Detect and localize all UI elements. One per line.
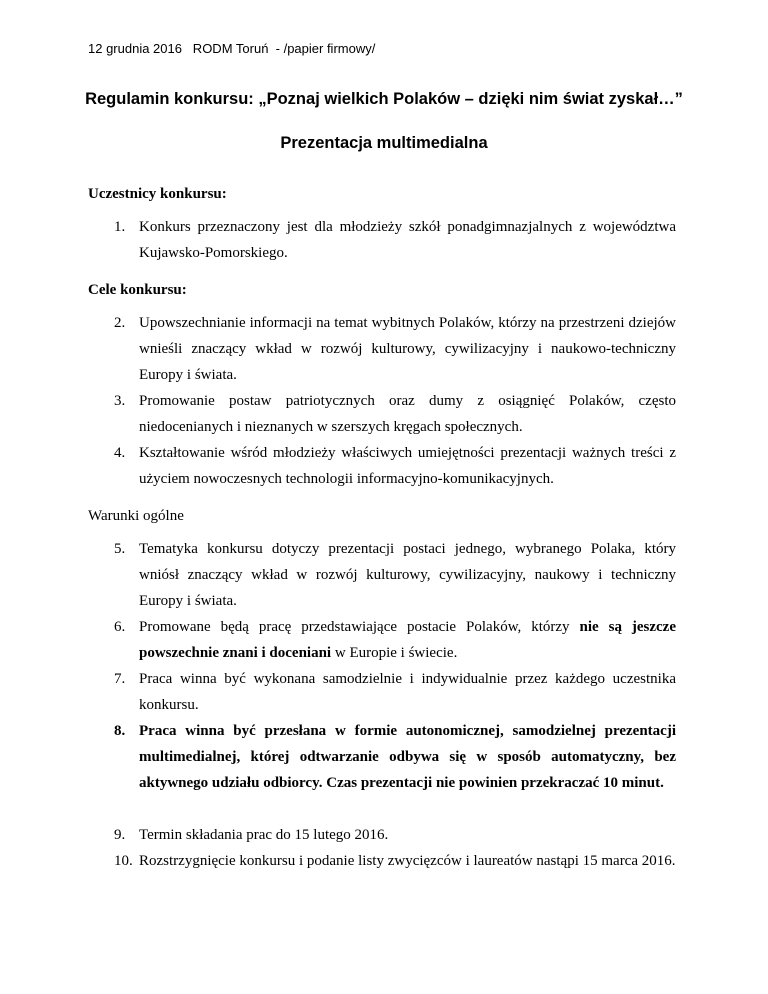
list-item-1: [114, 214, 676, 266]
item-number: 4.: [114, 445, 126, 461]
section-conditions-heading: Warunki ogólne: [88, 508, 184, 524]
item-number: 6.: [114, 619, 126, 635]
document-subtitle: Prezentacja multimedialna: [280, 134, 488, 152]
item-text: Konkurs przeznaczony jest dla młodzieży szkół ponadgimnazjalnych z województwa Kujawsko-Pomorskiego.: [139, 219, 676, 261]
item-text: Upowszechnianie informacji na temat wybitnych Polaków, którzy na przestrzeni dziejów wnieśli znaczący wkład w rozwój kulturowy, cywilizacyjny i naukowo-techniczny Europy i świata.: [139, 315, 676, 383]
section-goals-heading: Cele konkursu:: [88, 282, 187, 298]
item-text: Rozstrzygnięcie konkursu i podanie listy zwycięzców i laureatów nastąpi 15 marca 2016.: [139, 853, 676, 869]
item-number: 5.: [114, 541, 126, 557]
list-item-6: [114, 614, 676, 666]
list-item-10: [114, 848, 676, 874]
list-item-2: [114, 310, 676, 388]
item-text: Termin składania prac do 15 lutego 2016.: [139, 827, 389, 843]
item-number: 1.: [114, 219, 126, 235]
item-number: 7.: [114, 671, 126, 687]
item-text-emphasis: nie są jeszcze powszechnie znani i doceniani: [139, 619, 676, 661]
item-text: Kształtowanie wśród młodzieży właściwych umiejętności prezentacji ważnych treści z użyciem nowoczesnych technologii informacyjno-komunikacyjnych.: [139, 445, 676, 487]
item-number: 2.: [114, 315, 126, 331]
item-text: [114, 614, 676, 666]
list-item-8: [114, 718, 676, 796]
item-text-part: Promowane będą pracę przedstawiające postacie Polaków, którzy: [139, 619, 580, 635]
item-text: Tematyka konkursu dotyczy prezentacji postaci jednego, wybranego Polaka, który wniósł znaczący wkład w rozwój kulturowy, cywilizacyjny, naukowy i techniczny Europy i świata.: [139, 541, 676, 609]
section-participants-heading: Uczestnicy konkursu:: [88, 186, 227, 202]
item-number: 8.: [114, 723, 126, 739]
list-item-7: [114, 666, 676, 718]
item-text: Promowanie postaw patriotycznych oraz dumy z osiągnięć Polaków, często niedocenianych i nieznanych w szerszych kręgach społecznych.: [139, 393, 676, 435]
item-number: 9.: [114, 827, 126, 843]
item-text-part: w Europie i świecie.: [331, 645, 458, 661]
item-text: Praca winna być przesłana w formie autonomicznej, samodzielnej prezentacji multimedialnej, której odtwarzanie odbywa się w sposób automatyczny, bez aktywnego udziału odbiorcy. Czas prezentacji nie powinien przekraczać 10 minut.: [139, 723, 676, 791]
list-item-9: [114, 822, 676, 848]
list-item-3: [114, 388, 676, 440]
page-header: 12 grudnia 2016 RODM Toruń - /papier firmowy/: [88, 41, 376, 56]
list-item-4: [114, 440, 676, 492]
item-text: Praca winna być wykonana samodzielnie i indywidualnie przez każdego uczestnika konkursu.: [139, 671, 676, 713]
document-title: Regulamin konkursu: „Poznaj wielkich Polaków – dzięki nim świat zyskał…”: [85, 90, 683, 108]
item-number: 3.: [114, 393, 126, 409]
item-number: 10.: [114, 853, 133, 869]
list-item-5: [114, 536, 676, 614]
